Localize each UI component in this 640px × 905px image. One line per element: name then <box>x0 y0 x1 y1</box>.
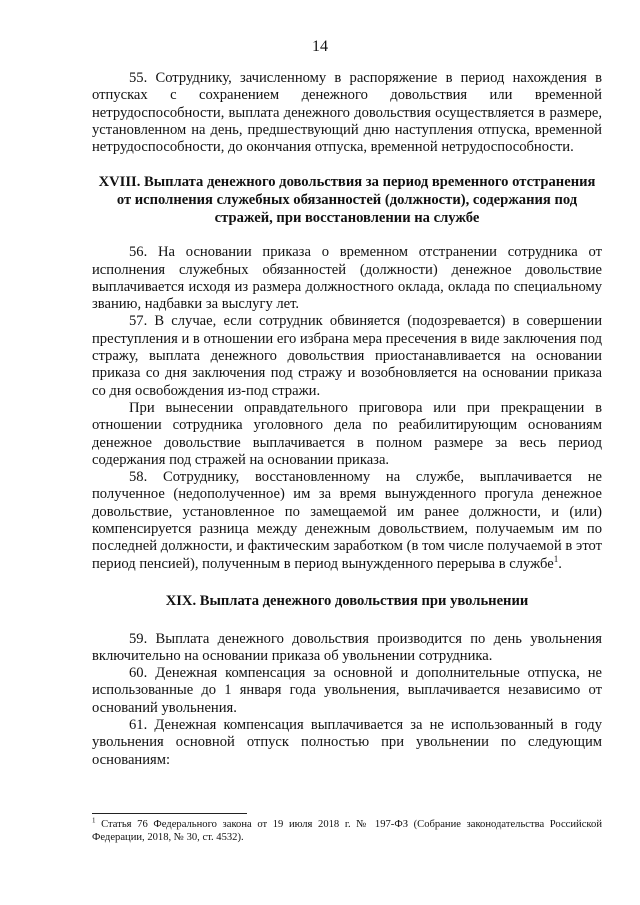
section-heading-xviii: XVIII. Выплата денежного довольствия за период временного отстранения от исполнения служебных обязанностей (должности), содержания под стражей, при восстановлении на службе <box>98 174 596 226</box>
paragraph-58-text: 58. Сотруднику, восстановленному на службе, выплачивается не полученное (недополученное) им за время вынужденного прогула денежное довольствие, установленное по замещаемой им ранее должности, и (или) компенсируется разница между денежным довольствием, получаемым им по последней должности, и фактическим заработком (в том числе получаемой в этот период пенсией), полученным в период вынужденного перерыва в службе <box>92 469 602 572</box>
section-heading-xix: XIX. Выплата денежного довольствия при увольнении <box>165 592 529 609</box>
paragraph-57-continued: При вынесении оправдательного приговора или при прекращении в отношении сотрудника уголовного дела по реабилитирующим основаниям денежное довольствие выплачивается в полном размере за весь период содержания под стражей на основании приказа. <box>92 399 602 468</box>
footnote-text: Статья 76 Федерального закона от 19 июля 2018 г. № 197-ФЗ (Собрание законодательства Российской Федерации, 2018, № 30, ст. 4532). <box>92 819 602 843</box>
paragraph-58-end: . <box>558 555 562 572</box>
paragraph-61: 61. Денежная компенсация выплачивается за не использованный в году увольнения основной отпуск полностью при увольнении по следующим основаниям: <box>92 716 602 768</box>
paragraph-58 <box>92 469 602 573</box>
paragraph-60: 60. Денежная компенсация за основной и дополнительные отпуска, не использованные до 1 января года увольнения, выплачивается независимо от оснований увольнения. <box>92 665 602 716</box>
footnote <box>92 818 602 844</box>
document-body <box>92 70 602 769</box>
page-number: 14 <box>312 38 328 55</box>
paragraph-59: 59. Выплата денежного довольствия производится по день увольнения включительно на основании приказа об увольнении сотрудника. <box>92 630 602 664</box>
footnote-divider <box>92 813 247 814</box>
footnote-reference[interactable]: 1 <box>553 553 559 564</box>
footnote-mark: 1 <box>92 816 96 825</box>
paragraph-56: 56. На основании приказа о временном отстранении сотрудника от исполнения служебных обязанностей (должности) денежное довольствие выплачивается исходя из размера должностного оклада, оклада по специальному званию, надбавки за выслугу лет. <box>92 244 602 313</box>
paragraph-55: 55. Сотруднику, зачисленному в распоряжение в период нахождения в отпусках с сохранением денежного довольствия или временной нетрудоспособности, выплата денежного довольствия осуществляется в размере, установленном на день, предшествующий дню наступления отпуска, временной нетрудоспособности, до окончания отпуска, временной нетрудоспособности. <box>92 70 602 156</box>
paragraph-57: 57. В случае, если сотрудник обвиняется (подозревается) в совершении преступления и в отношении его избрана мера пресечения в виде заключения под стражу, выплата денежного довольствия приостанавливается на основании приказа со дня заключения под стражу и возобновляется на основании приказа со дня освобождения из-под стражи. <box>92 313 602 399</box>
